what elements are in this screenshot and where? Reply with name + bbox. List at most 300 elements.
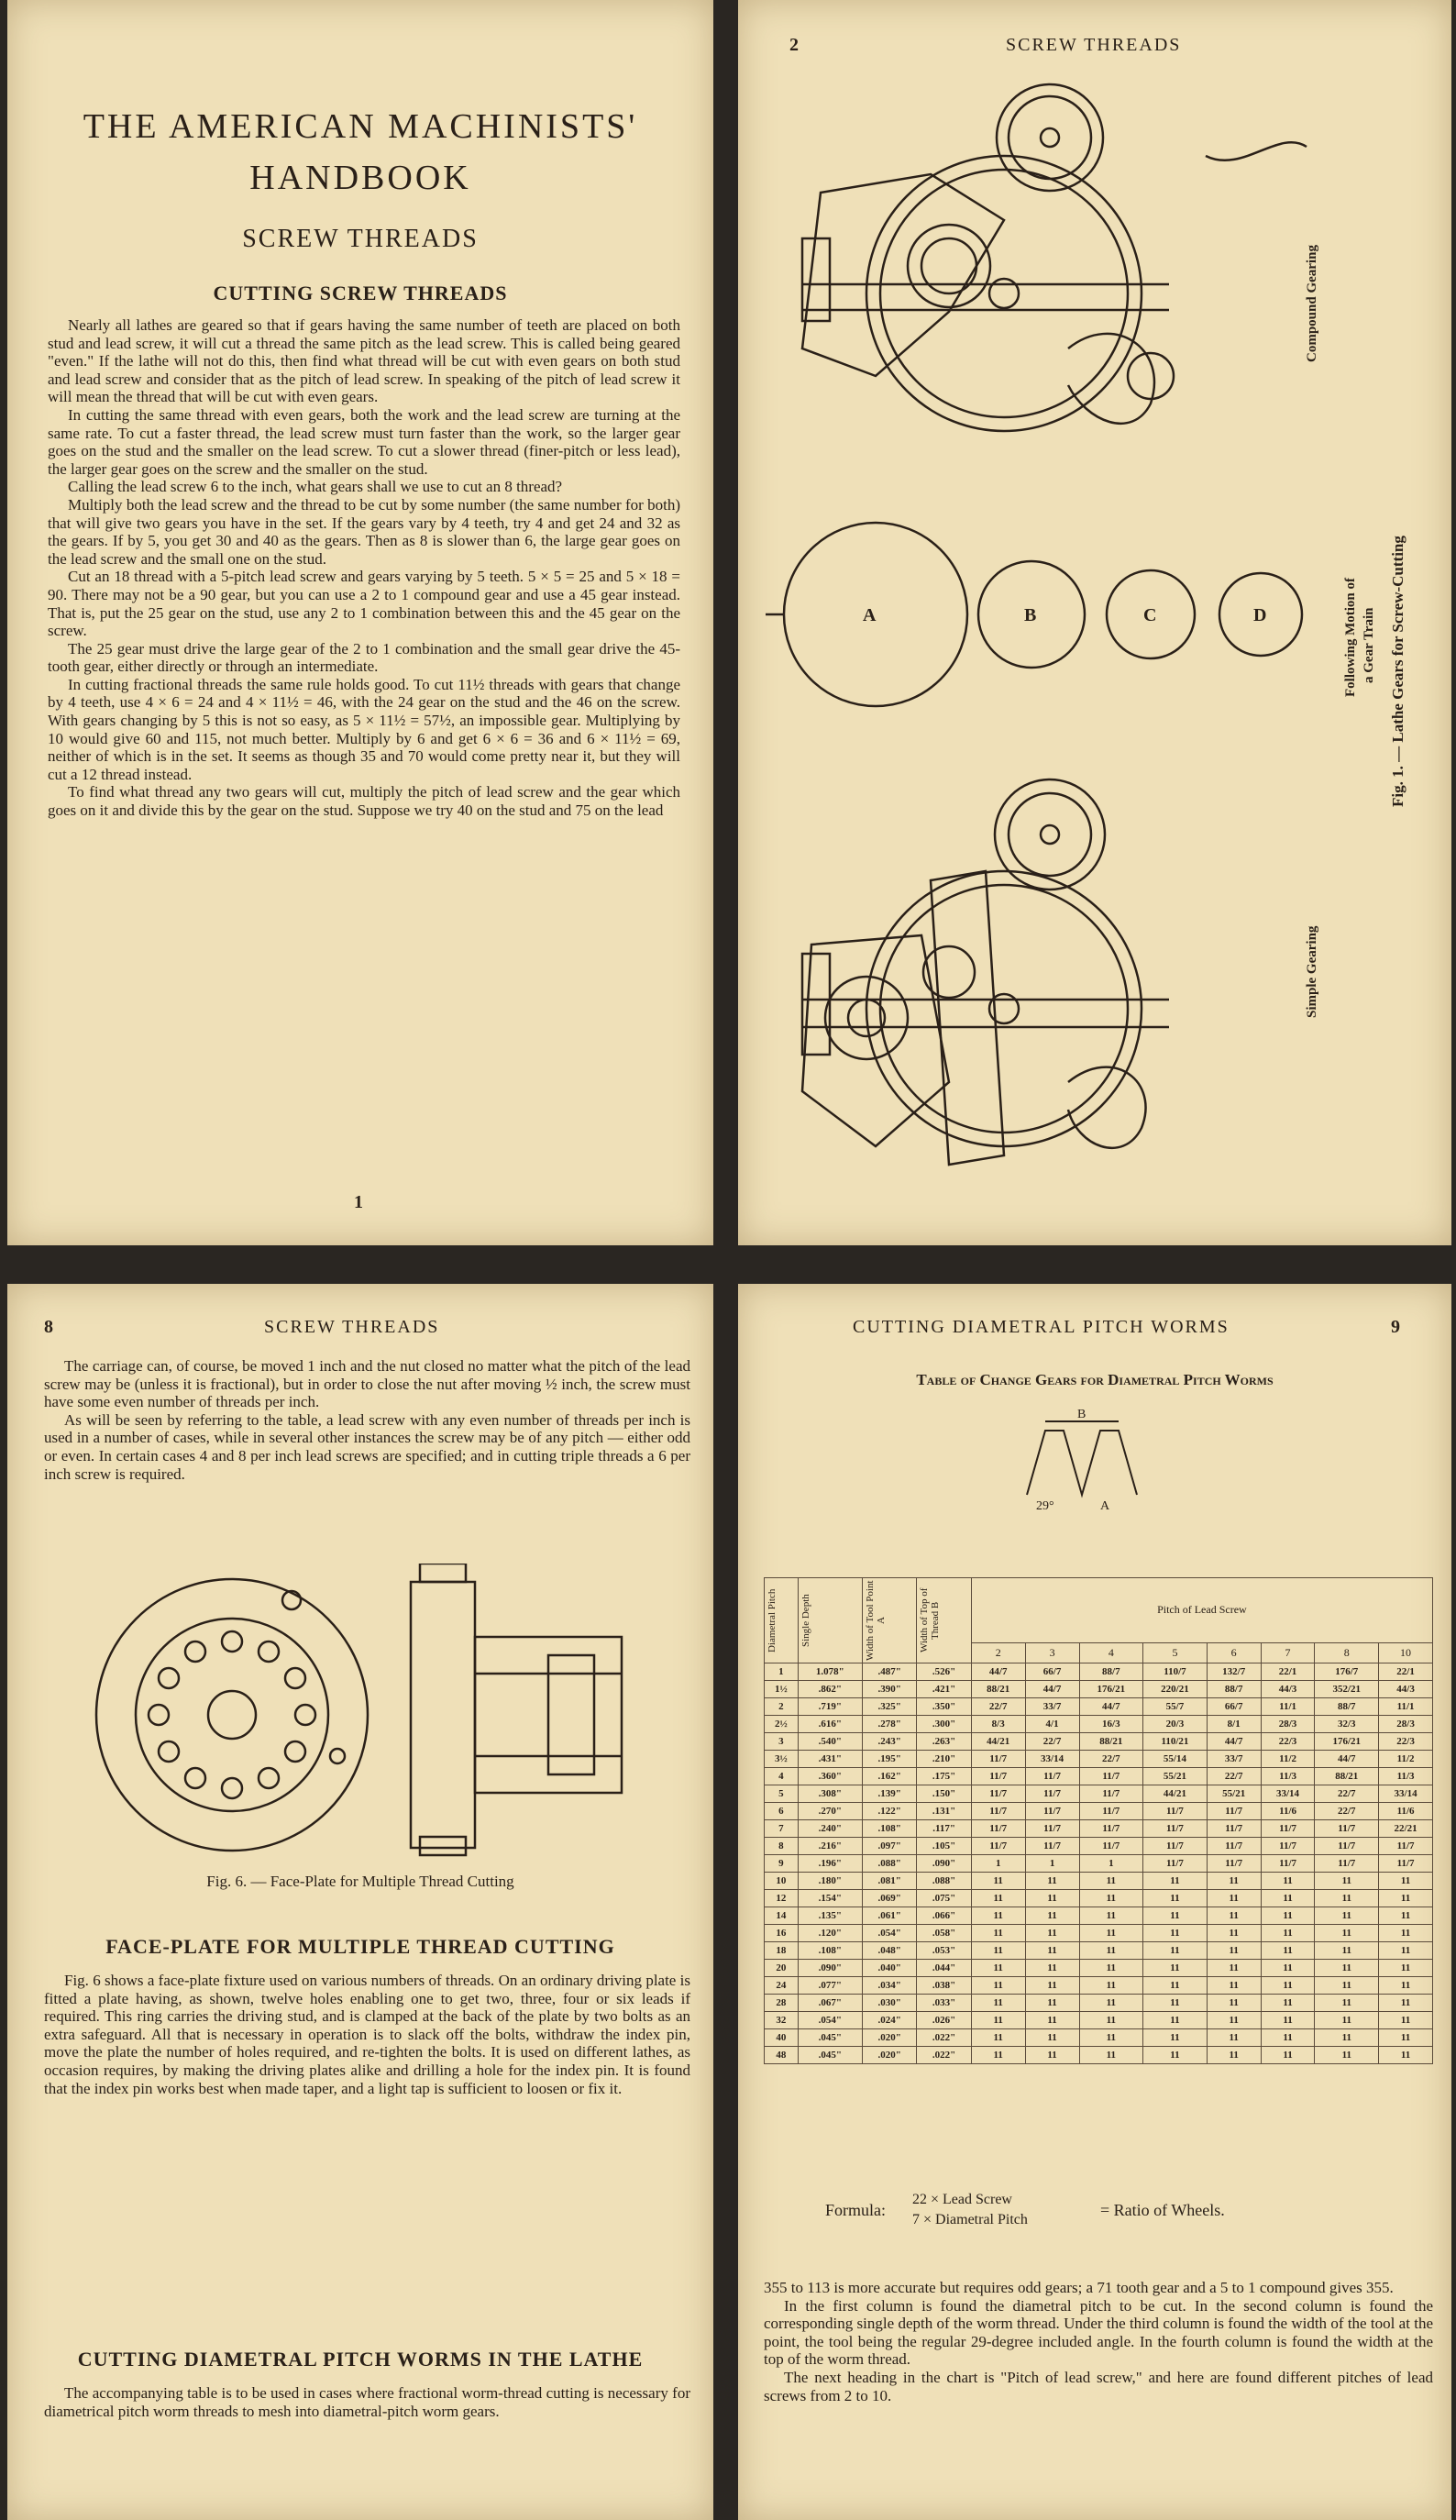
table-cell: 11 — [1025, 1995, 1079, 2012]
table-row — [765, 1977, 1433, 1995]
table-cell: 11/6 — [1261, 1803, 1315, 1820]
table-cell: .196" — [798, 1855, 862, 1873]
table-cell: 11/7 — [1079, 1768, 1143, 1785]
table-row — [765, 1960, 1433, 1977]
paragraph: The carriage can, of course, be moved 1 inch and the nut closed no matter what the pitch of the lead screw may be (unless it is fractional), but in order to close the nut after moving ½ inch, the screw must have some even number of threads per inch. — [44, 1357, 690, 1411]
table-cell: 11 — [1025, 2047, 1079, 2064]
table-cell: 11 — [971, 1907, 1025, 1925]
table-row — [765, 2029, 1433, 2047]
table-cell: .053" — [917, 1942, 971, 1960]
page1-body — [48, 316, 680, 820]
table-cell: 1 — [1025, 1855, 1079, 1873]
lead-pitch-header: 5 — [1143, 1642, 1208, 1663]
table-cell: 11 — [1315, 1890, 1379, 1907]
table-cell: 33/14 — [1379, 1785, 1433, 1803]
table-cell: 11/7 — [1025, 1838, 1079, 1855]
table-cell: .270" — [798, 1803, 862, 1820]
table-cell: 55/21 — [1143, 1768, 1208, 1785]
table-cell: .040" — [862, 1960, 916, 1977]
table-cell: 44/3 — [1379, 1681, 1433, 1698]
table-cell: 11 — [1379, 2029, 1433, 2047]
table-row — [765, 1995, 1433, 2012]
table-title: Table of Change Gears for Diametral Pitch Worms — [916, 1371, 1274, 1388]
table-cell: 11 — [1079, 1890, 1143, 1907]
table-cell: .048" — [862, 1942, 916, 1960]
table-cell: 11/1 — [1379, 1698, 1433, 1716]
table-cell: .034" — [862, 1977, 916, 1995]
table-cell: 11 — [1143, 1890, 1208, 1907]
paragraph: In cutting the same thread with even gears, both the work and the lead screw are turning at the same rate. To cut a faster thread, the lead screw must turn faster than the work, so the larger gear goes on the stud and the smaller on the lead screw. To cut a slower thread (finer-pitch or less lead), the larger gear goes on the screw and the smaller on the stud. — [48, 405, 680, 478]
gear-train-label: a Gear Train — [1362, 607, 1376, 683]
table-cell: 11 — [1315, 1977, 1379, 1995]
table-cell: 11 — [1379, 1942, 1433, 1960]
table-cell: .360" — [798, 1768, 862, 1785]
table-cell: 11 — [1025, 1890, 1079, 1907]
table-cell: .540" — [798, 1733, 862, 1751]
table-cell: .108" — [862, 1820, 916, 1838]
table-cell: 11/7 — [1079, 1785, 1143, 1803]
table-cell: .122" — [862, 1803, 916, 1820]
table-cell: 11 — [1379, 1890, 1433, 1907]
section-heading: CUTTING SCREW THREADS — [213, 282, 508, 304]
table-cell: 22/1 — [1261, 1663, 1315, 1681]
table-cell: .431" — [798, 1751, 862, 1768]
table-cell: .105" — [917, 1838, 971, 1855]
table-row — [765, 1751, 1433, 1768]
table-cell: 11/7 — [1143, 1855, 1208, 1873]
table-cell: .066" — [917, 1907, 971, 1925]
formula-label: Formula: — [825, 2201, 886, 2219]
running-header: CUTTING DIAMETRAL PITCH WORMS — [853, 1317, 1230, 1337]
table-cell: 44/7 — [1207, 1733, 1261, 1751]
table-cell: .350" — [917, 1698, 971, 1716]
table-cell: .108" — [798, 1942, 862, 1960]
table-cell: .045" — [798, 2047, 862, 2064]
table-cell: 11/7 — [971, 1838, 1025, 1855]
table-cell: 11 — [1379, 1977, 1433, 1995]
table-cell: 88/7 — [1315, 1698, 1379, 1716]
gear-letter-a: A — [863, 605, 877, 625]
large-gear — [866, 156, 1142, 431]
table-cell: 11 — [1079, 2012, 1143, 2029]
col-header: Single Depth — [798, 1578, 862, 1663]
table-cell: .075" — [917, 1890, 971, 1907]
lead-pitch-header: 7 — [1261, 1642, 1315, 1663]
table-cell: .022" — [917, 2029, 971, 2047]
table-cell: 22/3 — [1379, 1733, 1433, 1751]
table-cell: .030" — [862, 1995, 916, 2012]
gear-letter-d: D — [1253, 605, 1267, 625]
table-cell: 11 — [1207, 1873, 1261, 1890]
table-cell: .139" — [862, 1785, 916, 1803]
table-cell: 11 — [1315, 1925, 1379, 1942]
table-cell: 11/7 — [1079, 1820, 1143, 1838]
paragraph: As will be seen by referring to the table, a lead screw with any even number of threads per inch is used in a number of cases, while in several other instances the screw may be of any pitch — either odd or even. In certain cases 4 and 8 per inch lead screws are specified; and in cutting triple threads a 6 per inch screw is required. — [44, 1410, 690, 1483]
table-cell: 11/7 — [1207, 1803, 1261, 1820]
paragraph: To find what thread any two gears will cut, multiply the pitch of lead screw and the gear which goes on it and divide this by the gear on the stud. Suppose we try 40 on the stud and 75 on the lead — [48, 783, 680, 820]
table-cell: 55/14 — [1143, 1751, 1208, 1768]
table-cell: 44/21 — [971, 1733, 1025, 1751]
table-cell: .195" — [862, 1751, 916, 1768]
page4-body — [764, 2279, 1433, 2404]
table-cell: 33/7 — [1207, 1751, 1261, 1768]
table-cell: 11/7 — [1261, 1820, 1315, 1838]
table-cell: .154" — [798, 1890, 862, 1907]
table-cell: 8/3 — [971, 1716, 1025, 1733]
subtitle: SCREW THREADS — [242, 225, 479, 253]
table-cell: 3½ — [765, 1751, 799, 1768]
running-header: SCREW THREADS — [264, 1317, 440, 1337]
table-cell: 11/3 — [1261, 1768, 1315, 1785]
table-cell: 55/7 — [1143, 1698, 1208, 1716]
table-row — [765, 1733, 1433, 1751]
table-cell: 11/7 — [971, 1803, 1025, 1820]
table-cell: 33/14 — [1261, 1785, 1315, 1803]
table-cell: .325" — [862, 1698, 916, 1716]
table-cell: .090" — [798, 1960, 862, 1977]
gear-letter-b: B — [1024, 605, 1037, 625]
lead-pitch-header: 10 — [1379, 1642, 1433, 1663]
table-cell: 11 — [1261, 1942, 1315, 1960]
page-number: 1 — [354, 1192, 363, 1212]
table-cell: 44/7 — [1079, 1698, 1143, 1716]
face-plate-figure — [72, 1564, 658, 1857]
table-cell: 11/7 — [971, 1768, 1025, 1785]
table-cell: 44/3 — [1261, 1681, 1315, 1698]
table-cell: 22/7 — [1207, 1768, 1261, 1785]
col-header: Diametral Pitch — [765, 1578, 799, 1663]
table-cell: .081" — [862, 1873, 916, 1890]
table-cell: .024" — [862, 2012, 916, 2029]
table-cell: .044" — [917, 1960, 971, 1977]
table-cell: 11 — [1315, 1907, 1379, 1925]
table-cell: 11 — [1261, 1873, 1315, 1890]
table-cell: 11 — [1143, 2047, 1208, 2064]
table-cell: 11/6 — [1379, 1803, 1433, 1820]
table-cell: .180" — [798, 1873, 862, 1890]
table-cell: 48 — [765, 2047, 799, 2064]
table-cell: 11/7 — [1025, 1785, 1079, 1803]
table-cell: 11 — [1079, 1925, 1143, 1942]
table-cell: .058" — [917, 1925, 971, 1942]
lead-pitch-header: 3 — [1025, 1642, 1079, 1663]
table-cell: 33/14 — [1025, 1751, 1079, 1768]
table-cell: .487" — [862, 1663, 916, 1681]
table-cell: 11 — [1261, 2029, 1315, 2047]
table-cell: 22/7 — [971, 1698, 1025, 1716]
table-cell: 11/7 — [1207, 1838, 1261, 1855]
table-row — [765, 1942, 1433, 1960]
table-cell: 11 — [1143, 1942, 1208, 1960]
table-row — [765, 1681, 1433, 1698]
table-cell: .045" — [798, 2029, 862, 2047]
lead-pitch-header: 2 — [971, 1642, 1025, 1663]
table-cell: 11/1 — [1261, 1698, 1315, 1716]
table-cell: 7 — [765, 1820, 799, 1838]
table-cell: 11 — [1379, 1960, 1433, 1977]
table-cell: 40 — [765, 2029, 799, 2047]
table-cell: 18 — [765, 1942, 799, 1960]
table-cell: 22/7 — [1315, 1803, 1379, 1820]
table-cell: .067" — [798, 1995, 862, 2012]
table-cell: 11 — [1379, 1873, 1433, 1890]
table-cell: .240" — [798, 1820, 862, 1838]
table-cell: .054" — [798, 2012, 862, 2029]
table-cell: 11 — [1143, 2012, 1208, 2029]
table-cell: 11 — [1379, 1925, 1433, 1942]
table-cell: 32 — [765, 2012, 799, 2029]
table-cell: .421" — [917, 1681, 971, 1698]
table-cell: 66/7 — [1025, 1663, 1079, 1681]
table-cell: 8/1 — [1207, 1716, 1261, 1733]
table-cell: 11/7 — [1025, 1803, 1079, 1820]
table-cell: .117" — [917, 1820, 971, 1838]
table-cell: 176/21 — [1079, 1681, 1143, 1698]
table-row — [765, 1716, 1433, 1733]
table-row — [765, 1698, 1433, 1716]
table-row — [765, 2012, 1433, 2029]
table-cell: 44/7 — [971, 1663, 1025, 1681]
table-cell: .719" — [798, 1698, 862, 1716]
formula-denominator: 7 × Diametral Pitch — [912, 2212, 1028, 2227]
table-cell: 11 — [1143, 1907, 1208, 1925]
table-cell: 11/2 — [1261, 1751, 1315, 1768]
table-cell: 12 — [765, 1890, 799, 1907]
table-cell: 11/7 — [1143, 1820, 1208, 1838]
table-cell: 11/2 — [1379, 1751, 1433, 1768]
table-cell: .308" — [798, 1785, 862, 1803]
table-cell: 1 — [765, 1663, 799, 1681]
table-row — [765, 1873, 1433, 1890]
group-header: Pitch of Lead Screw — [971, 1578, 1432, 1643]
page-3 — [7, 1284, 713, 2520]
table-cell: 11 — [1143, 1977, 1208, 1995]
table-cell: 11 — [1261, 2047, 1315, 2064]
table-cell: 11/7 — [1261, 1838, 1315, 1855]
table-cell: 28/3 — [1379, 1716, 1433, 1733]
table-cell: 11 — [971, 1890, 1025, 1907]
table-cell: 2 — [765, 1698, 799, 1716]
table-cell: 22/3 — [1261, 1733, 1315, 1751]
table-cell: 11 — [1207, 1977, 1261, 1995]
gear — [997, 84, 1103, 191]
table-cell: .033" — [917, 1995, 971, 2012]
book-title-line1: THE AMERICAN MACHINISTS' — [83, 107, 638, 146]
table-cell: 11/7 — [1207, 1820, 1261, 1838]
table-cell: 11 — [1207, 1942, 1261, 1960]
table-cell: 11 — [1079, 1960, 1143, 1977]
col-header: Width of Top of Thread B — [917, 1578, 971, 1663]
table-cell: 11 — [1315, 1995, 1379, 2012]
table-cell: 11 — [1261, 1890, 1315, 1907]
table-cell: 11 — [1025, 2029, 1079, 2047]
table-cell: 16/3 — [1079, 1716, 1143, 1733]
table-row — [765, 1855, 1433, 1873]
table-cell: 28 — [765, 1995, 799, 2012]
table-cell: .300" — [917, 1716, 971, 1733]
table-cell: 11/3 — [1379, 1768, 1433, 1785]
table-cell: .077" — [798, 1977, 862, 1995]
page-1 — [7, 0, 713, 1245]
table-row — [765, 1907, 1433, 1925]
table-cell: 11 — [1261, 1977, 1315, 1995]
table-cell: 11/7 — [1315, 1838, 1379, 1855]
table-cell: 22/1 — [1379, 1663, 1433, 1681]
table-cell: 32/3 — [1315, 1716, 1379, 1733]
table-cell: 11 — [1315, 1873, 1379, 1890]
paragraph: The accompanying table is to be used in cases where fractional worm-thread cutting is necessary for diametrical pitch worm threads to mesh into diametral-pitch worm gears. — [44, 2384, 690, 2420]
table-cell: .088" — [917, 1873, 971, 1890]
table-cell: 22/7 — [1025, 1733, 1079, 1751]
table-row — [765, 1785, 1433, 1803]
table-cell: 9 — [765, 1855, 799, 1873]
table-cell: 11 — [1315, 1960, 1379, 1977]
col-header: Width of Tool Point A — [862, 1578, 916, 1663]
table-cell: 1.078" — [798, 1663, 862, 1681]
page3-intro — [44, 1357, 690, 1483]
formula-result: = Ratio of Wheels. — [1100, 2201, 1225, 2219]
table-cell: 11/7 — [971, 1785, 1025, 1803]
diagram-label-b: B — [1077, 1408, 1086, 1421]
table-cell: 11/7 — [1143, 1838, 1208, 1855]
table-cell: 2½ — [765, 1716, 799, 1733]
paragraph: In cutting fractional threads the same rule holds good. To cut 11½ threads with gears that change by 4 teeth, use 4 × 6 = 24 and 4 × 11½ = 46, with the 24 gear on the stud and the 46 on the screw. With gears changing by 5 this is not so easy, as 5 × 11½ = 57½, an impossible gear. Multiplying by 10 would give 60 and 115, not much better. Multiply by 6 and get 6 × 6 = 36 and 6 × 11½ = 69, neither of which is in the set. It seems as though 35 and 70 would come pretty near it, but they will cut a 12 thread instead. — [48, 675, 680, 783]
table-cell: 11 — [1025, 1873, 1079, 1890]
table-cell: .020" — [862, 2047, 916, 2064]
table-cell: .061" — [862, 1907, 916, 1925]
table-cell: 11 — [1025, 1960, 1079, 1977]
table-cell: 110/21 — [1143, 1733, 1208, 1751]
table-cell: 44/7 — [1025, 1681, 1079, 1698]
table-row — [765, 1803, 1433, 1820]
paragraph: In the first column is found the diametral pitch to be cut. In the second column is found the corresponding single depth of the worm thread. Under the third column is found the width of the tool at the point, the tool being the regular 29-degree included angle. In the fourth column is found the width at the top of the worm thread. — [764, 2296, 1433, 2369]
paragraph: Fig. 6 shows a face-plate fixture used on various numbers of threads. On an ordinary driving plate is fitted a plate having, as shown, twelve holes enabling one to get two, three, four or six leads if required. This ring carries the driving stud, and is clamped at the back of the plate by two bolts as an extra safeguard. All that is necessary in operation is to slack off the bolts, withdraw the index pin, move the plate the number of holes required, and re-tighten the bolts. It is used on different lathes, as occasion requires, by making the driving plates alike and drilling a hole for the index pin. It is found that the index pin works best when made taper, and a light tap is sufficient to loosen or fix it. — [44, 1972, 690, 2097]
table-cell: 11 — [1079, 1977, 1143, 1995]
diagram-label-angle: 29° — [1036, 1499, 1054, 1513]
lathe-gears-figure — [766, 73, 1352, 1192]
table-cell: 11/7 — [1025, 1820, 1079, 1838]
table-cell: 88/21 — [971, 1681, 1025, 1698]
table-cell: 220/21 — [1143, 1681, 1208, 1698]
table-cell: 10 — [765, 1873, 799, 1890]
book-title-line2: HANDBOOK — [249, 159, 471, 197]
table-cell: 88/21 — [1079, 1733, 1143, 1751]
table-row — [765, 2047, 1433, 2064]
paragraph: Calling the lead screw 6 to the inch, what gears shall we use to cut an 8 thread? — [68, 478, 563, 496]
figure-6-caption: Fig. 6. — Face-Plate for Multiple Thread Cutting — [206, 1873, 514, 1890]
table-cell: 11 — [971, 1925, 1025, 1942]
table-cell: 11 — [1261, 1995, 1315, 2012]
table-cell: 11 — [1025, 1942, 1079, 1960]
paragraph: Nearly all lathes are geared so that if gears having the same number of teeth are placed on both stud and lead screw, it will cut a thread the same pitch as the lead screw. This is called being geared "even." If the lathe will not do this, then find what thread will be cut with even gears on both stud and lead screw and consider that as the pitch of lead screw. In speaking of the pitch of lead screw it will mean the thread that will be cut with even gears. — [48, 316, 680, 406]
table-cell: .097" — [862, 1838, 916, 1855]
gear-letter-c: C — [1143, 605, 1157, 625]
table-cell: 11 — [1143, 2029, 1208, 2047]
paragraph: The 25 gear must drive the large gear of the 2 to 1 combination and the small gear drive the 45-tooth gear, either directly or through an intermediate. — [48, 639, 680, 676]
table-cell: 11 — [1261, 1960, 1315, 1977]
table-cell: 11 — [1079, 1873, 1143, 1890]
table-cell: .090" — [917, 1855, 971, 1873]
table-cell: .390" — [862, 1681, 916, 1698]
table-cell: .150" — [917, 1785, 971, 1803]
table-cell: .278" — [862, 1716, 916, 1733]
table-cell: .243" — [862, 1733, 916, 1751]
page-2 — [738, 0, 1451, 1245]
table-cell: 11/7 — [1315, 1820, 1379, 1838]
table-cell: .210" — [917, 1751, 971, 1768]
table-cell: 11 — [1025, 2012, 1079, 2029]
paragraph: Multiply both the lead screw and the thread to be cut by some number (the same number for both) that will give two gears you have in the set. If the gears vary by 4 teeth, try 4 and get 24 and 32 as the gears. If by 5, you get 30 and 40 as the gears. Then as 8 is slower than 6, the large gear goes on the lead screw and the small one on the stud. — [48, 495, 680, 568]
table-row — [765, 1890, 1433, 1907]
lead-pitch-header: 4 — [1079, 1642, 1143, 1663]
table-cell: 1½ — [765, 1681, 799, 1698]
table-cell: 11 — [1025, 1907, 1079, 1925]
formula-numerator: 22 × Lead Screw — [912, 2192, 1012, 2207]
table-cell: 22/7 — [1315, 1785, 1379, 1803]
table-cell: 11/7 — [1143, 1803, 1208, 1820]
table-cell: 176/7 — [1315, 1663, 1379, 1681]
table-cell: 11 — [1379, 1907, 1433, 1925]
table-row — [765, 1838, 1433, 1855]
table-cell: 11 — [971, 1995, 1025, 2012]
table-row — [765, 1663, 1433, 1681]
table-cell: 11 — [1315, 2012, 1379, 2029]
table-cell: 11/7 — [1207, 1855, 1261, 1873]
page-number: 9 — [1391, 1317, 1400, 1337]
table-cell: 3 — [765, 1733, 799, 1751]
table-cell: .162" — [862, 1768, 916, 1785]
page-4 — [738, 1284, 1451, 2520]
table-cell: .135" — [798, 1907, 862, 1925]
table-cell: 14 — [765, 1907, 799, 1925]
table-row — [765, 1925, 1433, 1942]
table-cell: 11 — [1079, 2047, 1143, 2064]
following-motion-label: Following Motion of — [1343, 578, 1358, 697]
table-cell: 5 — [765, 1785, 799, 1803]
table-cell: 4/1 — [1025, 1716, 1079, 1733]
table-cell: 88/21 — [1315, 1768, 1379, 1785]
table-cell: 11 — [1379, 1995, 1433, 2012]
table-cell: 11 — [1207, 1925, 1261, 1942]
table-cell: .616" — [798, 1716, 862, 1733]
table-cell: 11 — [1143, 1925, 1208, 1942]
diagram-label-a: A — [1100, 1499, 1110, 1513]
table-cell: 11 — [1207, 1960, 1261, 1977]
table-cell: .069" — [862, 1890, 916, 1907]
table-cell: .022" — [917, 2047, 971, 2064]
table-cell: .026" — [917, 2012, 971, 2029]
table-cell: 88/7 — [1207, 1681, 1261, 1698]
section-heading: CUTTING DIAMETRAL PITCH WORMS IN THE LATHE — [77, 2348, 644, 2371]
table-cell: 11 — [1025, 1977, 1079, 1995]
table-cell: 11/7 — [1315, 1855, 1379, 1873]
table-cell: .088" — [862, 1855, 916, 1873]
table-cell: 11 — [1207, 1890, 1261, 1907]
table-cell: 132/7 — [1207, 1663, 1261, 1681]
table-cell: 11 — [1261, 2012, 1315, 2029]
table-cell: 11 — [1315, 2047, 1379, 2064]
paragraph: Cut an 18 thread with a 5-pitch lead screw and gears varying by 5 teeth. 5 × 5 = 25 and 5 × 18 = 90. There may not be a 90 gear, but you can use a 2 to 1 compound gear and use a 45 gear instead. That is, put the 25 gear on the stud, use any 2 to 1 combination between this and the 45 gear on the screw. — [48, 568, 680, 640]
table-cell: 11 — [1025, 1925, 1079, 1942]
table-cell: .020" — [862, 2029, 916, 2047]
table-cell: 11 — [1379, 2012, 1433, 2029]
table-cell: .054" — [862, 1925, 916, 1942]
table-cell: 11/7 — [1079, 1803, 1143, 1820]
table-cell: 11/7 — [1025, 1768, 1079, 1785]
lead-pitch-header: 8 — [1315, 1642, 1379, 1663]
table-cell: 6 — [765, 1803, 799, 1820]
table-cell: 11/7 — [971, 1751, 1025, 1768]
